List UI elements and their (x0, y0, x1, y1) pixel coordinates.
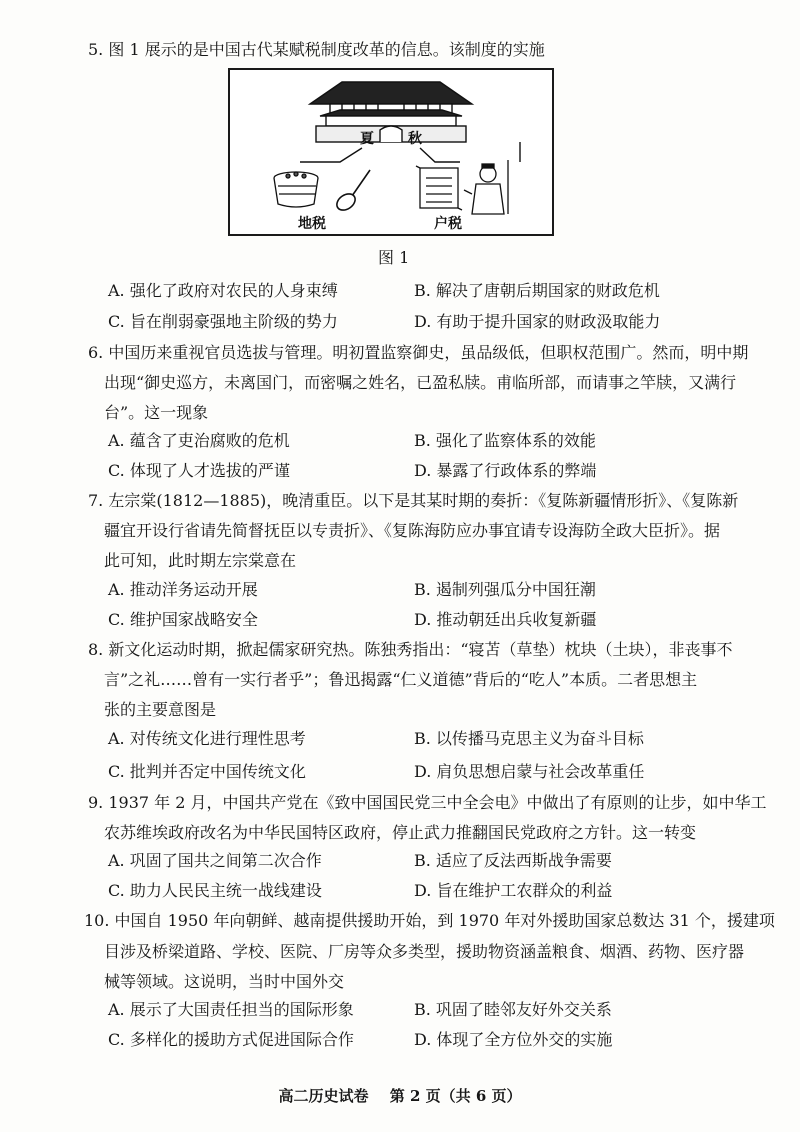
tax-reform-illustration (230, 70, 552, 234)
question-7-line-2: 疆宜开设行省请先简督抚臣以专责折》、《复陈海防应办事宜请专设海防全政大臣折》。据 (104, 521, 721, 540)
question-10-line-1: 10. 中国自 1950 年向朝鲜、越南提供援助开始，到 1970 年对外援助国家总数达 31 个，援建项 (84, 911, 775, 930)
q7-option-c: C. 维护国家战略安全 (108, 610, 258, 629)
q7-option-d: D. 推动朝廷出兵收复新疆 (414, 610, 597, 629)
q6-option-c: C. 体现了人才选拔的严谨 (108, 461, 290, 480)
q5-option-a: A. 强化了政府对农民的人身束缚 (108, 281, 338, 300)
question-6-line-2: 出现“御史巡方，未离国门，而密嘱之姓名，已盈私牍。甫临所部，而请事之竿牍，又满行 (104, 373, 737, 392)
official-figure-icon (464, 160, 508, 214)
question-10-line-2: 目涉及桥梁道路、学校、医院、厂房等众多类型，援助物资涵盖粮食、烟酒、药物、医疗器 (104, 942, 745, 961)
question-7-line-1: 7. 左宗棠(1812—1885)，晚清重臣。以下是其某时期的奏折：《复陈新疆情形折》、《复陈新 (88, 491, 739, 510)
q6-option-a: A. 蕴含了吏治腐败的危机 (108, 431, 290, 450)
q6-option-b: B. 强化了监察体系的效能 (414, 431, 596, 450)
q5-option-c: C. 旨在削弱豪强地主阶级的势力 (108, 312, 338, 331)
question-7-line-3: 此可知，此时期左宗棠意在 (104, 551, 297, 570)
q8-option-c: C. 批判并否定中国传统文化 (108, 762, 306, 781)
land-tax-label: 地税 (298, 216, 326, 232)
q5-option-b: B. 解决了唐朝后期国家的财政危机 (414, 281, 660, 300)
q5-option-d: D. 有助于提升国家的财政汲取能力 (414, 312, 661, 331)
q6-option-d: D. 暴露了行政体系的弊端 (414, 461, 597, 480)
q9-option-d: D. 旨在维护工农群众的利益 (414, 881, 613, 900)
question-10-line-3: 械等领域。这说明，当时中国外交 (104, 972, 345, 991)
gate-left-label: 夏 (360, 131, 374, 147)
question-9-line-2: 农苏维埃政府改名为中华民国特区政府，停止武力推翻国民党政府之方针。这一转变 (104, 823, 697, 842)
q8-option-b: B. 以传播马克思主义为奋斗目标 (414, 729, 644, 748)
q10-option-b: B. 巩固了睦邻友好外交关系 (414, 1000, 612, 1019)
q9-option-c: C. 助力人民民主统一战线建设 (108, 881, 322, 900)
gate-right-label: 秋 (408, 131, 422, 147)
city-gate-icon (310, 82, 472, 142)
q9-option-b: B. 适应了反法西斯战争需要 (414, 851, 612, 870)
question-9-line-1: 9. 1937 年 2 月，中国共产党在《致中国国民党三中全会电》中做出了有原则的让步，如中华工 (88, 793, 767, 812)
q10-option-a: A. 展示了大国责任担当的国际形象 (108, 1000, 354, 1019)
exam-title: 高二历史试卷 (278, 1087, 369, 1105)
q9-option-a: A. 巩固了国共之间第二次合作 (108, 851, 322, 870)
question-8-line-3: 张的主要意图是 (104, 700, 217, 719)
question-5-line-1: 5. 图 1 展示的是中国古代某赋税制度改革的信息。该制度的实施 (88, 40, 545, 59)
question-6-line-3: 台”。这一现象 (104, 403, 209, 422)
figure-caption: 图 1 (378, 248, 410, 267)
q10-option-d: D. 体现了全方位外交的实施 (414, 1030, 613, 1049)
page-number: 第 2 页（共 6 页） (389, 1087, 522, 1105)
q7-option-b: B. 遏制列强瓜分中国狂潮 (414, 580, 596, 599)
household-register-icon (416, 166, 462, 210)
question-8-line-2: 言”之礼……曾有一实行者乎”；鲁迅揭露“仁义道德”背后的“吃人”本质。二者思想主 (104, 670, 698, 689)
q8-option-a: A. 对传统文化进行理性思考 (108, 729, 306, 748)
shovel-icon (334, 170, 370, 213)
figure-1 (228, 68, 554, 236)
question-8-line-1: 8. 新文化运动时期，掀起儒家研究热。陈独秀指出：“寝苫（草垫）枕块（土块），非丧事不 (88, 640, 733, 659)
q8-option-d: D. 肩负思想启蒙与社会改革重任 (414, 762, 645, 781)
grain-basket-icon (274, 172, 318, 207)
q10-option-c: C. 多样化的援助方式促进国际合作 (108, 1030, 354, 1049)
q7-option-a: A. 推动洋务运动开展 (108, 580, 258, 599)
household-tax-label: 户税 (434, 216, 462, 232)
page-footer (0, 1086, 800, 1106)
question-6-line-1: 6. 中国历来重视官员选拔与管理。明初置监察御史，虽品级低，但职权范围广。然而，明中期 (88, 343, 749, 362)
